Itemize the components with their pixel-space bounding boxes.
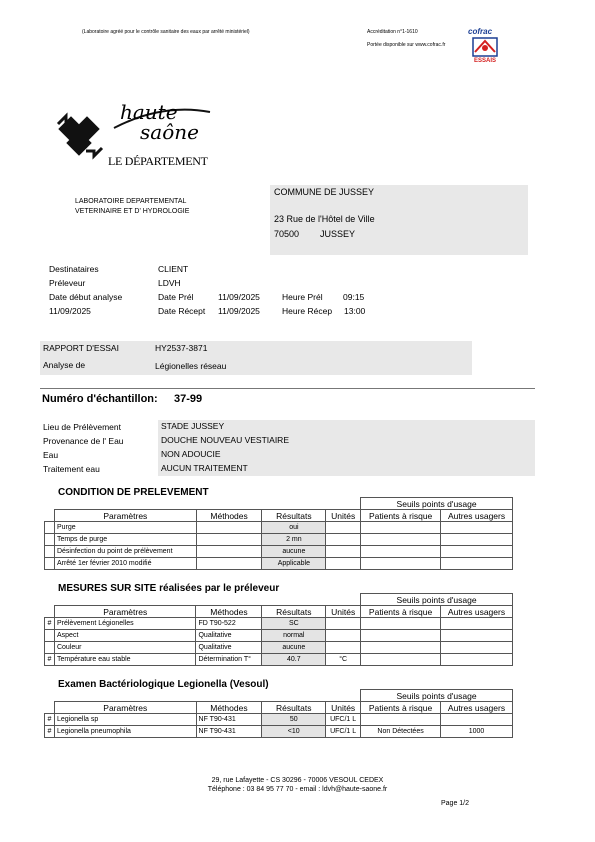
cofrac-essais: ESSAIS [473, 58, 496, 64]
page-number: Page 1/2 [441, 800, 470, 807]
col-methodes: Méthodes [196, 702, 262, 714]
row-unit [326, 642, 361, 654]
sampler-label: Préleveur [49, 278, 86, 288]
sample-info-label: Eau [43, 450, 59, 460]
sample-info-label: Traitement eau [43, 464, 100, 474]
analysis-start-label: Date début analyse [49, 292, 123, 302]
row-autres [441, 654, 513, 666]
col-resultats: Résultats [262, 606, 326, 618]
col-resultats: Résultats [262, 702, 326, 714]
col-methodes: Méthodes [196, 510, 262, 522]
table-row [45, 714, 513, 726]
table-row [45, 726, 513, 738]
row-mark [45, 558, 55, 570]
row-param: Aspect [54, 630, 196, 642]
row-result: aucune [262, 642, 326, 654]
row-patients [361, 618, 441, 630]
row-unit [326, 534, 361, 546]
accreditation-number: Accréditation n°1-1610 [367, 29, 418, 35]
table-row [45, 618, 513, 630]
row-autres [441, 642, 513, 654]
analysis-start-value: 11/09/2025 [49, 306, 91, 316]
row-method: Qualitative [196, 630, 262, 642]
table-header-row [45, 510, 513, 522]
row-patients: Non Détectées [361, 726, 441, 738]
results-table [44, 689, 513, 738]
col-autres: Autres usagers [441, 510, 513, 522]
col-methodes: Méthodes [196, 606, 262, 618]
sample-info-value: DOUCHE NOUVEAU VESTIAIRE [158, 434, 535, 448]
test-report-box [40, 341, 472, 375]
row-patients [361, 654, 441, 666]
lab-name-line1: LABORATOIRE DEPARTEMENTAL [75, 198, 187, 205]
row-param: Legionella sp [54, 714, 196, 726]
row-unit [326, 522, 361, 534]
row-autres [441, 546, 513, 558]
row-method [196, 546, 262, 558]
row-patients [361, 522, 441, 534]
row-unit [326, 630, 361, 642]
row-result: oui [262, 522, 326, 534]
sample-info-value: NON ADOUCIE [158, 448, 535, 462]
table-row [45, 642, 513, 654]
table-seuils-row [45, 498, 513, 510]
footer-address: 29, rue Lafayette - CS 30296 - 70006 VESOUL CEDEX [211, 777, 384, 784]
col-resultats: Résultats [262, 510, 326, 522]
row-patients [361, 630, 441, 642]
row-param: Purge [54, 522, 196, 534]
row-unit: UFC/1 L [326, 726, 361, 738]
sample-number-value: 37-99 [174, 393, 203, 405]
row-patients [361, 534, 441, 546]
sample-info-row [40, 434, 535, 448]
test-report-number: HY2537-3871 [155, 343, 208, 353]
row-param: Legionella pneumophila [54, 726, 196, 738]
haute-saone-logo [52, 98, 212, 173]
reception-time-value: 13:00 [344, 306, 366, 316]
seuils-header: Seuils points d'usage [361, 498, 513, 510]
sample-info-value: AUCUN TRAITEMENT [158, 462, 535, 476]
col-unites: Unités [326, 702, 361, 714]
row-autres: 1000 [441, 726, 513, 738]
sample-info-row [40, 462, 535, 476]
col-parametres: Paramètres [54, 510, 196, 522]
row-unit [326, 546, 361, 558]
cofrac-emblem-icon [471, 36, 499, 58]
sampling-time-value: 09:15 [343, 292, 365, 302]
recipient-name: COMMUNE DE JUSSEY [274, 187, 375, 197]
row-mark [45, 642, 55, 654]
lab-name-line2: VETERINAIRE ET D' HYDROLOGIE [75, 208, 190, 215]
sampling-date-label: Date Prél [158, 292, 194, 302]
row-param: Prélèvement Légionelles [54, 618, 196, 630]
row-autres [441, 534, 513, 546]
row-result: 40.7 [262, 654, 326, 666]
col-autres: Autres usagers [441, 606, 513, 618]
row-autres [441, 522, 513, 534]
sampling-date-value: 11/09/2025 [218, 292, 260, 302]
divider [40, 388, 535, 389]
reception-date-label: Date Récept [158, 306, 206, 316]
row-method: FD T90-522 [196, 618, 262, 630]
row-method: NF T90-431 [196, 726, 262, 738]
row-param: Temps de purge [54, 534, 196, 546]
row-patients [361, 558, 441, 570]
analysis-type-value: Légionelles réseau [155, 361, 227, 371]
sampling-time-label: Heure Prél [282, 292, 323, 302]
sample-info-value: STADE JUSSEY [158, 420, 535, 434]
row-method: Détermination T° [196, 654, 262, 666]
row-mark: # [45, 618, 55, 630]
row-method: NF T90-431 [196, 714, 262, 726]
col-unites: Unités [326, 510, 361, 522]
row-param: Désinfection du point de prélèvement [54, 546, 196, 558]
sample-info-label: Provenance de l' Eau [43, 436, 124, 446]
section-title: MESURES SUR SITE réalisées par le préleveur [58, 583, 280, 594]
col-patients: Patients à risque [361, 702, 441, 714]
recipient-postcode: 70500 [274, 229, 300, 239]
row-mark [45, 534, 55, 546]
row-autres [441, 630, 513, 642]
section-title: Examen Bactériologique Legionella (Vesoul) [58, 679, 269, 690]
logo-haute: haute [120, 100, 178, 124]
row-patients [361, 546, 441, 558]
reception-time-label: Heure Récep [282, 306, 333, 316]
row-param: Couleur [54, 642, 196, 654]
sample-info-label: Lieu de Prélèvement [43, 422, 121, 432]
table-row [45, 630, 513, 642]
col-parametres: Paramètres [54, 702, 196, 714]
sampler-value: LDVH [158, 278, 181, 288]
test-report-label: RAPPORT D'ESSAI [43, 343, 119, 353]
row-method: Qualitative [196, 642, 262, 654]
results-table [44, 497, 513, 570]
row-mark: # [45, 714, 55, 726]
sample-number-label: Numéro d'échantillon: [42, 393, 158, 405]
row-result: SC [262, 618, 326, 630]
row-method [196, 558, 262, 570]
row-unit [326, 618, 361, 630]
row-param: Arrêté 1er février 2010 modifié [54, 558, 196, 570]
logo-le-departement: LE DÉPARTEMENT [108, 154, 208, 168]
row-mark: # [45, 726, 55, 738]
recipients-label: Destinataires [49, 264, 99, 274]
cofrac-wordmark: cofrac [468, 27, 493, 36]
col-patients: Patients à risque [361, 606, 441, 618]
lab-approval-note: (Laboratoire agréé pour le contrôle sanitaire des eaux par arrêté ministériel) [82, 29, 250, 35]
table-header-row [45, 702, 513, 714]
col-patients: Patients à risque [361, 510, 441, 522]
col-autres: Autres usagers [441, 702, 513, 714]
row-mark: # [45, 654, 55, 666]
row-mark [45, 546, 55, 558]
reception-date-value: 11/09/2025 [218, 306, 260, 316]
row-mark [45, 522, 55, 534]
row-autres [441, 618, 513, 630]
seuils-header: Seuils points d'usage [361, 690, 513, 702]
seuils-header: Seuils points d'usage [361, 594, 513, 606]
row-param: Température eau stable [54, 654, 196, 666]
table-row [45, 534, 513, 546]
analysis-type-label: Analyse de [43, 360, 86, 370]
sample-info-row [40, 420, 535, 434]
cofrac-logo [468, 27, 502, 71]
logo-saone: saône [140, 120, 199, 144]
row-result: aucune [262, 546, 326, 558]
col-parametres: Paramètres [54, 606, 196, 618]
row-patients [361, 642, 441, 654]
accreditation-scope: Portée disponible sur www.cofrac.fr [367, 42, 446, 48]
section-title: CONDITION DE PRELEVEMENT [58, 487, 209, 498]
row-result: 50 [262, 714, 326, 726]
row-autres [441, 558, 513, 570]
row-result: <10 [262, 726, 326, 738]
recipients-value: CLIENT [158, 264, 189, 274]
table-seuils-row [45, 594, 513, 606]
table-row [45, 546, 513, 558]
sample-info-row [40, 448, 535, 462]
row-method [196, 534, 262, 546]
recipient-street: 23 Rue de l'Hôtel de Ville [274, 214, 375, 224]
row-autres [441, 714, 513, 726]
recipient-address-box [270, 185, 528, 255]
table-header-row [45, 606, 513, 618]
table-row [45, 558, 513, 570]
table-row [45, 522, 513, 534]
row-result: 2 mn [262, 534, 326, 546]
row-unit [326, 558, 361, 570]
row-method [196, 522, 262, 534]
results-table [44, 593, 513, 666]
col-unites: Unités [326, 606, 361, 618]
row-patients [361, 714, 441, 726]
row-result: normal [262, 630, 326, 642]
recipient-city: JUSSEY [320, 229, 356, 239]
table-seuils-row [45, 690, 513, 702]
footer-contact: Téléphone : 03 84 95 77 70 - email : ldvh@haute-saone.fr [207, 786, 388, 793]
row-mark [45, 630, 55, 642]
table-row [45, 654, 513, 666]
row-unit: °C [326, 654, 361, 666]
row-unit: UFC/1 L [326, 714, 361, 726]
row-result: Applicable [262, 558, 326, 570]
